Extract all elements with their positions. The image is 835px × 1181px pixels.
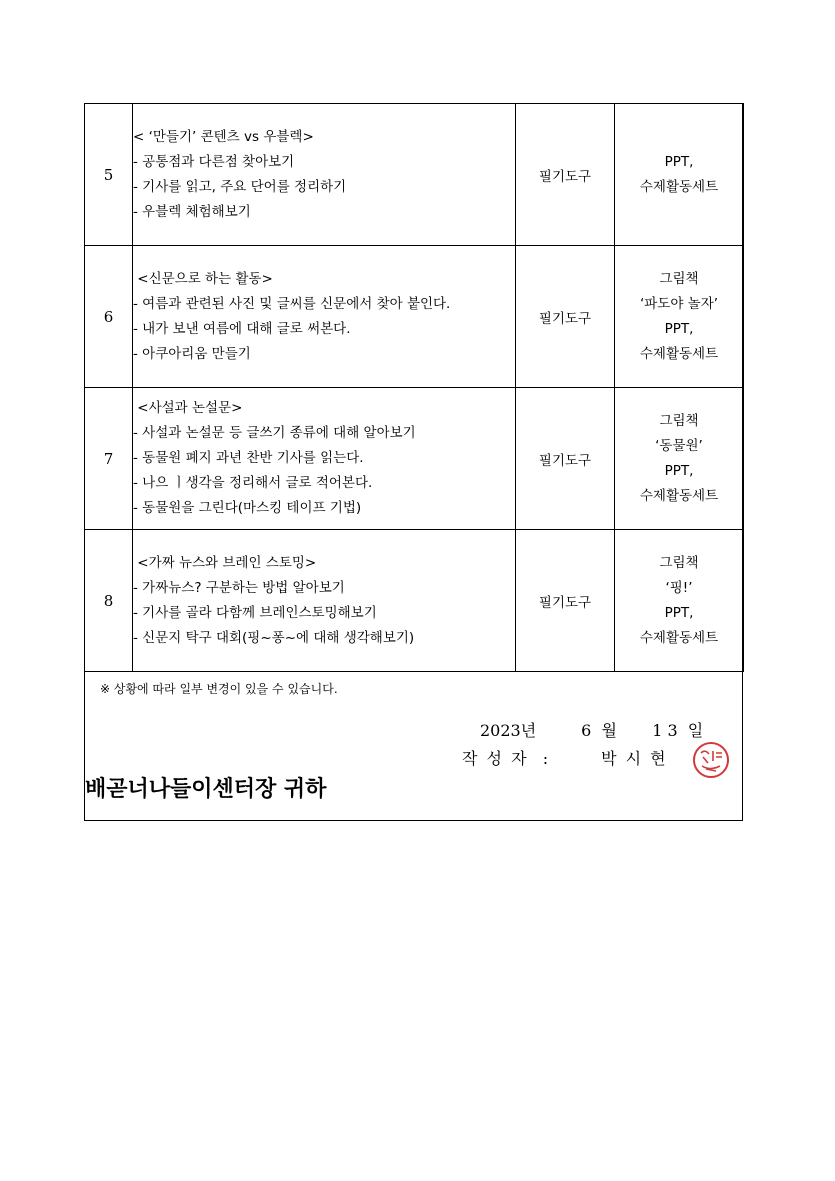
material-item: 그림책	[659, 412, 699, 429]
session-content	[133, 246, 516, 388]
session-tools: 필기도구	[516, 104, 615, 246]
session-activity: - 우블렉 체험해보기	[133, 203, 251, 220]
session-activity: - 신문지 탁구 대회(핑~퐁~에 대해 생각해보기)	[133, 629, 415, 646]
author-name: 박 시 현	[601, 749, 668, 768]
material-item: ‘파도야 놀자’	[639, 295, 719, 312]
session-materials	[615, 388, 744, 530]
program-row	[85, 530, 744, 672]
session-number: 6	[85, 246, 133, 388]
session-materials	[615, 104, 744, 246]
date-year: 2023년	[480, 721, 537, 740]
author-line	[462, 746, 668, 769]
session-activity: - 사설과 논설문 등 글쓰기 종류에 대해 알아보기	[133, 425, 416, 441]
session-title: <가짜 뉴스와 브레인 스토밍>	[133, 554, 317, 571]
session-number: 8	[85, 530, 133, 672]
session-content	[133, 530, 516, 672]
recipient-line: 배곧너나들이센터장 귀하	[85, 777, 327, 802]
session-title: <사설과 논설문>	[133, 400, 243, 416]
session-tools: 필기도구	[516, 246, 615, 388]
session-activity: - 공통점과 다른점 찾아보기	[133, 153, 295, 170]
material-item: ‘핑!’	[665, 579, 693, 596]
program-table-body	[85, 104, 744, 672]
session-content	[133, 104, 516, 246]
material-item: 수제활동세트	[639, 178, 719, 195]
program-row	[85, 104, 744, 246]
material-item: PPT,	[664, 153, 694, 170]
material-item: PPT,	[664, 604, 694, 621]
session-activity: - 기사를 읽고, 주요 단어를 정리하기	[133, 178, 347, 195]
session-activity: - 아쿠아리움 만들기	[133, 345, 251, 362]
session-activity: - 내가 보낸 여름에 대해 글로 써본다.	[133, 320, 351, 337]
session-activity: - 가짜뉴스? 구분하는 방법 알아보기	[133, 579, 345, 596]
session-activity: - 나으 ㅣ생각을 정리해서 글로 적어본다.	[133, 475, 373, 491]
session-activity: - 동물원 폐지 과년 찬반 기사를 읽는다.	[133, 450, 364, 466]
session-materials	[615, 246, 744, 388]
material-item: PPT,	[664, 462, 694, 479]
material-item: ‘동물원’	[655, 437, 703, 454]
session-activity: - 동물원을 그린다(마스킹 테이프 기법)	[133, 500, 362, 516]
program-row	[85, 246, 744, 388]
material-item: PPT,	[664, 320, 694, 337]
material-item: 수제활동세트	[639, 345, 719, 362]
session-materials	[615, 530, 744, 672]
material-item: 그림책	[659, 270, 699, 287]
material-item: 그림책	[659, 554, 699, 571]
seal-stamp-icon	[692, 741, 730, 779]
session-title: <신문으로 하는 활동>	[133, 270, 273, 287]
session-number: 7	[85, 388, 133, 530]
date-month: 6 월	[581, 721, 617, 740]
program-table	[84, 103, 744, 672]
change-notice: ※ 상황에 따라 일부 변경이 있을 수 있습니다.	[100, 682, 338, 696]
author-label: 작 성 자 :	[462, 749, 551, 768]
date-line	[480, 718, 703, 741]
session-title: < ‘만들기’ 콘텐츠 vs 우블렉>	[133, 128, 314, 145]
session-activity: - 여름과 관련된 사진 및 글씨를 신문에서 찾아 붙인다.	[133, 295, 451, 312]
session-tools: 필기도구	[516, 530, 615, 672]
session-number: 5	[85, 104, 133, 246]
session-tools: 필기도구	[516, 388, 615, 530]
date-day: 1 3 일	[652, 721, 704, 740]
material-item: 수제활동세트	[639, 629, 719, 646]
program-row	[85, 388, 744, 530]
material-item: 수제활동세트	[639, 487, 719, 504]
session-activity: - 기사를 골라 다함께 브레인스토밍해보기	[133, 604, 377, 621]
session-content	[133, 388, 516, 530]
